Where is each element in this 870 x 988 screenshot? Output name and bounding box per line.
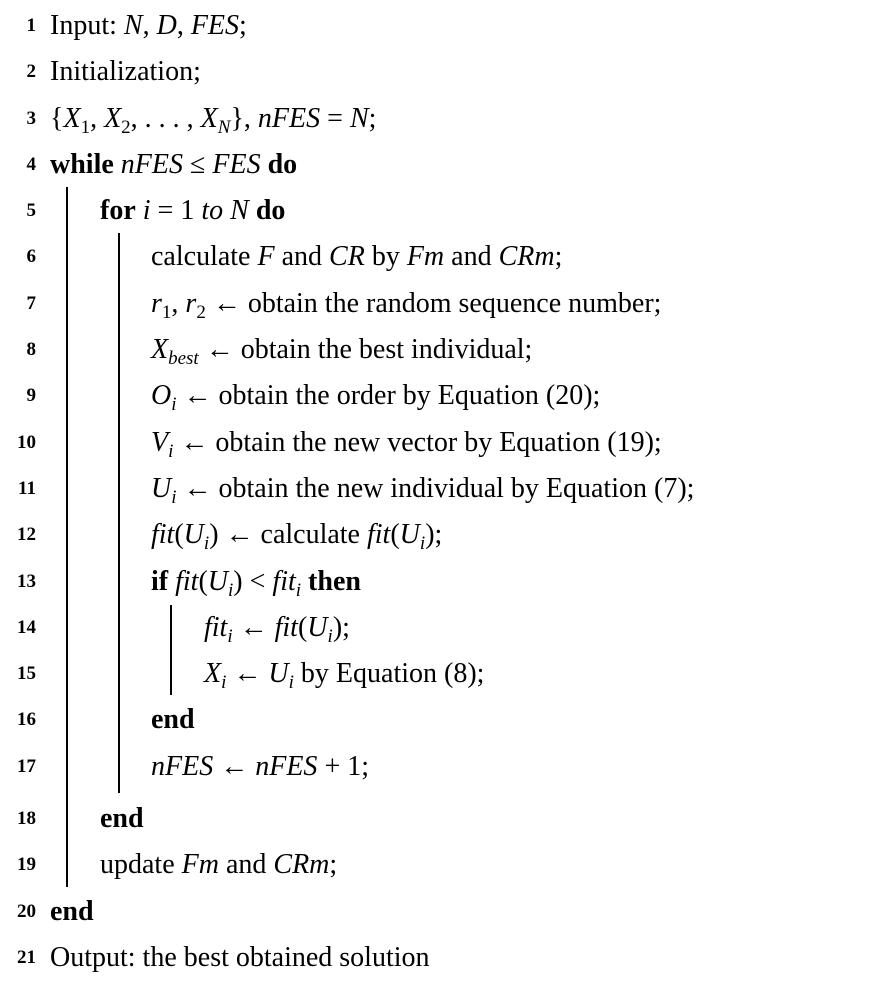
code-token: fit [272,565,296,597]
algorithm-line [0,842,870,888]
algorithm-line [0,512,870,558]
code-token: ← [226,658,269,690]
line-code [151,559,361,605]
line-code [151,512,442,558]
code-token: U [399,519,420,551]
algorithm-line [0,142,870,188]
code-token: ( [297,611,308,643]
code-token: , [171,287,186,319]
code-token: Initialization; [50,56,201,88]
line-code [100,188,285,234]
code-token: end [100,803,144,835]
line-code [50,142,297,188]
code-token: nFES [120,148,183,180]
code-token: U [307,611,328,643]
code-token: best [168,348,199,370]
code-token: }, [230,102,258,134]
algorithm-line [0,651,870,697]
code-token: F [257,241,275,273]
code-token: i [228,579,234,601]
code-token: ← [232,611,275,643]
code-token: X [63,102,81,134]
code-token: ← obtain the random sequence number; [205,287,662,319]
code-token: 2 [196,301,206,323]
line-code [100,842,337,888]
code-token: fit [151,519,175,551]
algorithm-line [0,889,870,935]
code-token: fit [175,565,199,597]
algorithm-line [0,49,870,95]
algorithm-line [0,96,870,142]
algorithm-line [0,327,870,373]
code-token: then [308,565,361,597]
code-token: 1 [161,301,172,323]
code-token: for [100,195,136,227]
code-token: end [50,895,94,927]
line-code [204,605,350,651]
algorithm-line [0,697,870,743]
algorithm-line [0,935,870,981]
code-token: calculate [151,241,258,273]
line-number: 9 [26,385,36,407]
code-token: N [217,116,231,138]
line-number: 3 [26,107,36,129]
algorithm-line [0,281,870,327]
code-token: ← [213,750,256,782]
code-token: Fm [181,849,219,881]
code-token: , . . . , [130,102,201,134]
algorithm-line [0,744,870,790]
code-token: i [288,672,294,694]
code-token: FES [212,148,261,180]
code-token: fit [204,611,228,643]
code-token: end [151,704,195,736]
code-token: i [142,195,151,227]
line-code [151,234,562,280]
line-number: 19 [17,854,36,876]
line-number: 4 [26,153,36,175]
line-number: 16 [17,709,36,731]
line-code [50,49,201,95]
code-token: 1 [80,116,91,138]
code-token [136,195,143,226]
code-token: i [419,533,426,555]
code-token: update [100,849,182,881]
code-token: CRm [498,241,555,273]
line-number: 12 [17,524,36,546]
code-token: Input: [50,10,124,41]
code-token: 2 [121,116,131,138]
line-code [151,327,532,373]
line-number: 14 [17,616,36,638]
code-token: ); [425,519,443,551]
code-token: i [221,672,227,694]
code-token: to [201,195,224,227]
line-number: 8 [26,339,36,361]
for-block-bar [118,233,120,793]
line-number: 15 [17,663,36,685]
code-token: i [295,579,302,601]
if-block-bar [170,605,172,695]
code-token: D [156,10,177,41]
code-token: N [349,102,369,134]
line-code [151,420,662,466]
algorithm-listing [0,3,870,981]
code-token: do [267,148,298,180]
code-token: O [151,380,172,412]
algorithm-line [0,188,870,234]
code-token: Output: the best obtained solution [50,941,430,973]
line-code [151,697,195,743]
code-token: , [90,102,105,134]
line-code [151,744,369,790]
code-token: { [50,102,64,134]
code-token: U [151,472,172,504]
code-token: if [151,565,169,597]
algorithm-line [0,420,870,466]
code-token: ) < [233,565,273,597]
code-token: CRm [273,849,330,881]
code-token: ) ← calculate [209,519,367,551]
code-token: and [274,241,330,273]
code-token: and [218,849,274,881]
code-token: U [268,658,289,690]
line-number: 13 [17,570,36,592]
code-token: fit [274,611,298,643]
code-token: U [207,565,229,597]
line-code [151,281,661,327]
code-token: nFES [255,750,318,782]
line-number: 18 [17,808,36,830]
code-token: do [255,195,286,227]
algorithm-line [0,466,870,512]
line-code [151,466,694,512]
line-number: 21 [17,946,36,968]
line-number: 10 [17,431,36,453]
code-token: ← obtain the new individual by Equation (7); [176,472,695,504]
algorithm-line [0,234,870,280]
code-token: i [227,625,233,647]
code-token [261,149,268,180]
code-token: i [168,440,174,462]
line-code [50,3,247,49]
line-number: 17 [17,755,36,777]
code-token: nFES [257,102,321,134]
line-code [50,96,376,142]
code-token: + 1; [317,750,370,782]
line-number: 6 [26,246,36,268]
code-token: r [151,287,162,319]
code-token: ; [554,241,563,273]
code-token: i [327,625,333,647]
line-code [50,935,430,981]
code-token: ; [329,849,338,881]
code-token [249,195,256,226]
code-token: X [104,102,122,134]
code-token: ← obtain the new vector by Equation (19); [173,426,662,458]
algorithm-line [0,3,870,49]
line-number: 1 [26,15,36,36]
code-token: FES [190,10,240,41]
line-code [151,373,600,419]
code-token: = 1 [150,195,202,227]
code-token: ≤ [183,148,213,180]
code-token: ; [368,102,377,134]
code-token: and [444,241,499,273]
code-token: i [203,533,210,555]
code-token: ( [390,519,400,551]
code-token: Fm [406,241,445,273]
algorithm-line [0,373,870,419]
code-token: X [200,102,218,134]
code-token: by Equation (8); [293,658,485,690]
code-token [301,566,308,597]
code-token: = [320,102,350,134]
code-token: U [183,519,204,551]
code-token: X [204,658,222,690]
code-token: i [171,394,177,416]
algorithm-line [0,559,870,605]
code-token: ; [239,10,247,41]
code-token: fit [367,519,391,551]
code-token: V [151,426,169,458]
algorithm-line [0,605,870,651]
code-token: i [171,486,177,508]
line-number: 7 [26,292,36,314]
code-token [114,149,121,180]
line-number: 5 [26,200,36,222]
code-token: , [142,10,157,41]
line-code [100,796,144,842]
code-token: N [230,195,249,227]
code-token: CR [329,241,365,273]
code-token: ← obtain the best individual; [198,334,533,366]
while-block-bar [66,187,68,887]
code-token: r [185,287,197,319]
line-number: 2 [26,61,36,83]
code-token: N [123,10,143,41]
code-token: ); [332,611,350,643]
code-token: ( [174,519,184,551]
line-code [50,889,94,935]
algorithm-line [0,796,870,842]
line-number: 11 [18,477,36,499]
code-token: X [151,334,169,366]
code-token: while [50,148,114,180]
line-code [204,651,484,697]
code-token: ( [198,565,208,597]
code-token: , [176,10,191,41]
code-token: by [364,241,407,273]
line-number: 20 [17,900,36,922]
code-token: ← obtain the order by Equation (20); [176,380,601,412]
code-token: nFES [151,750,214,782]
